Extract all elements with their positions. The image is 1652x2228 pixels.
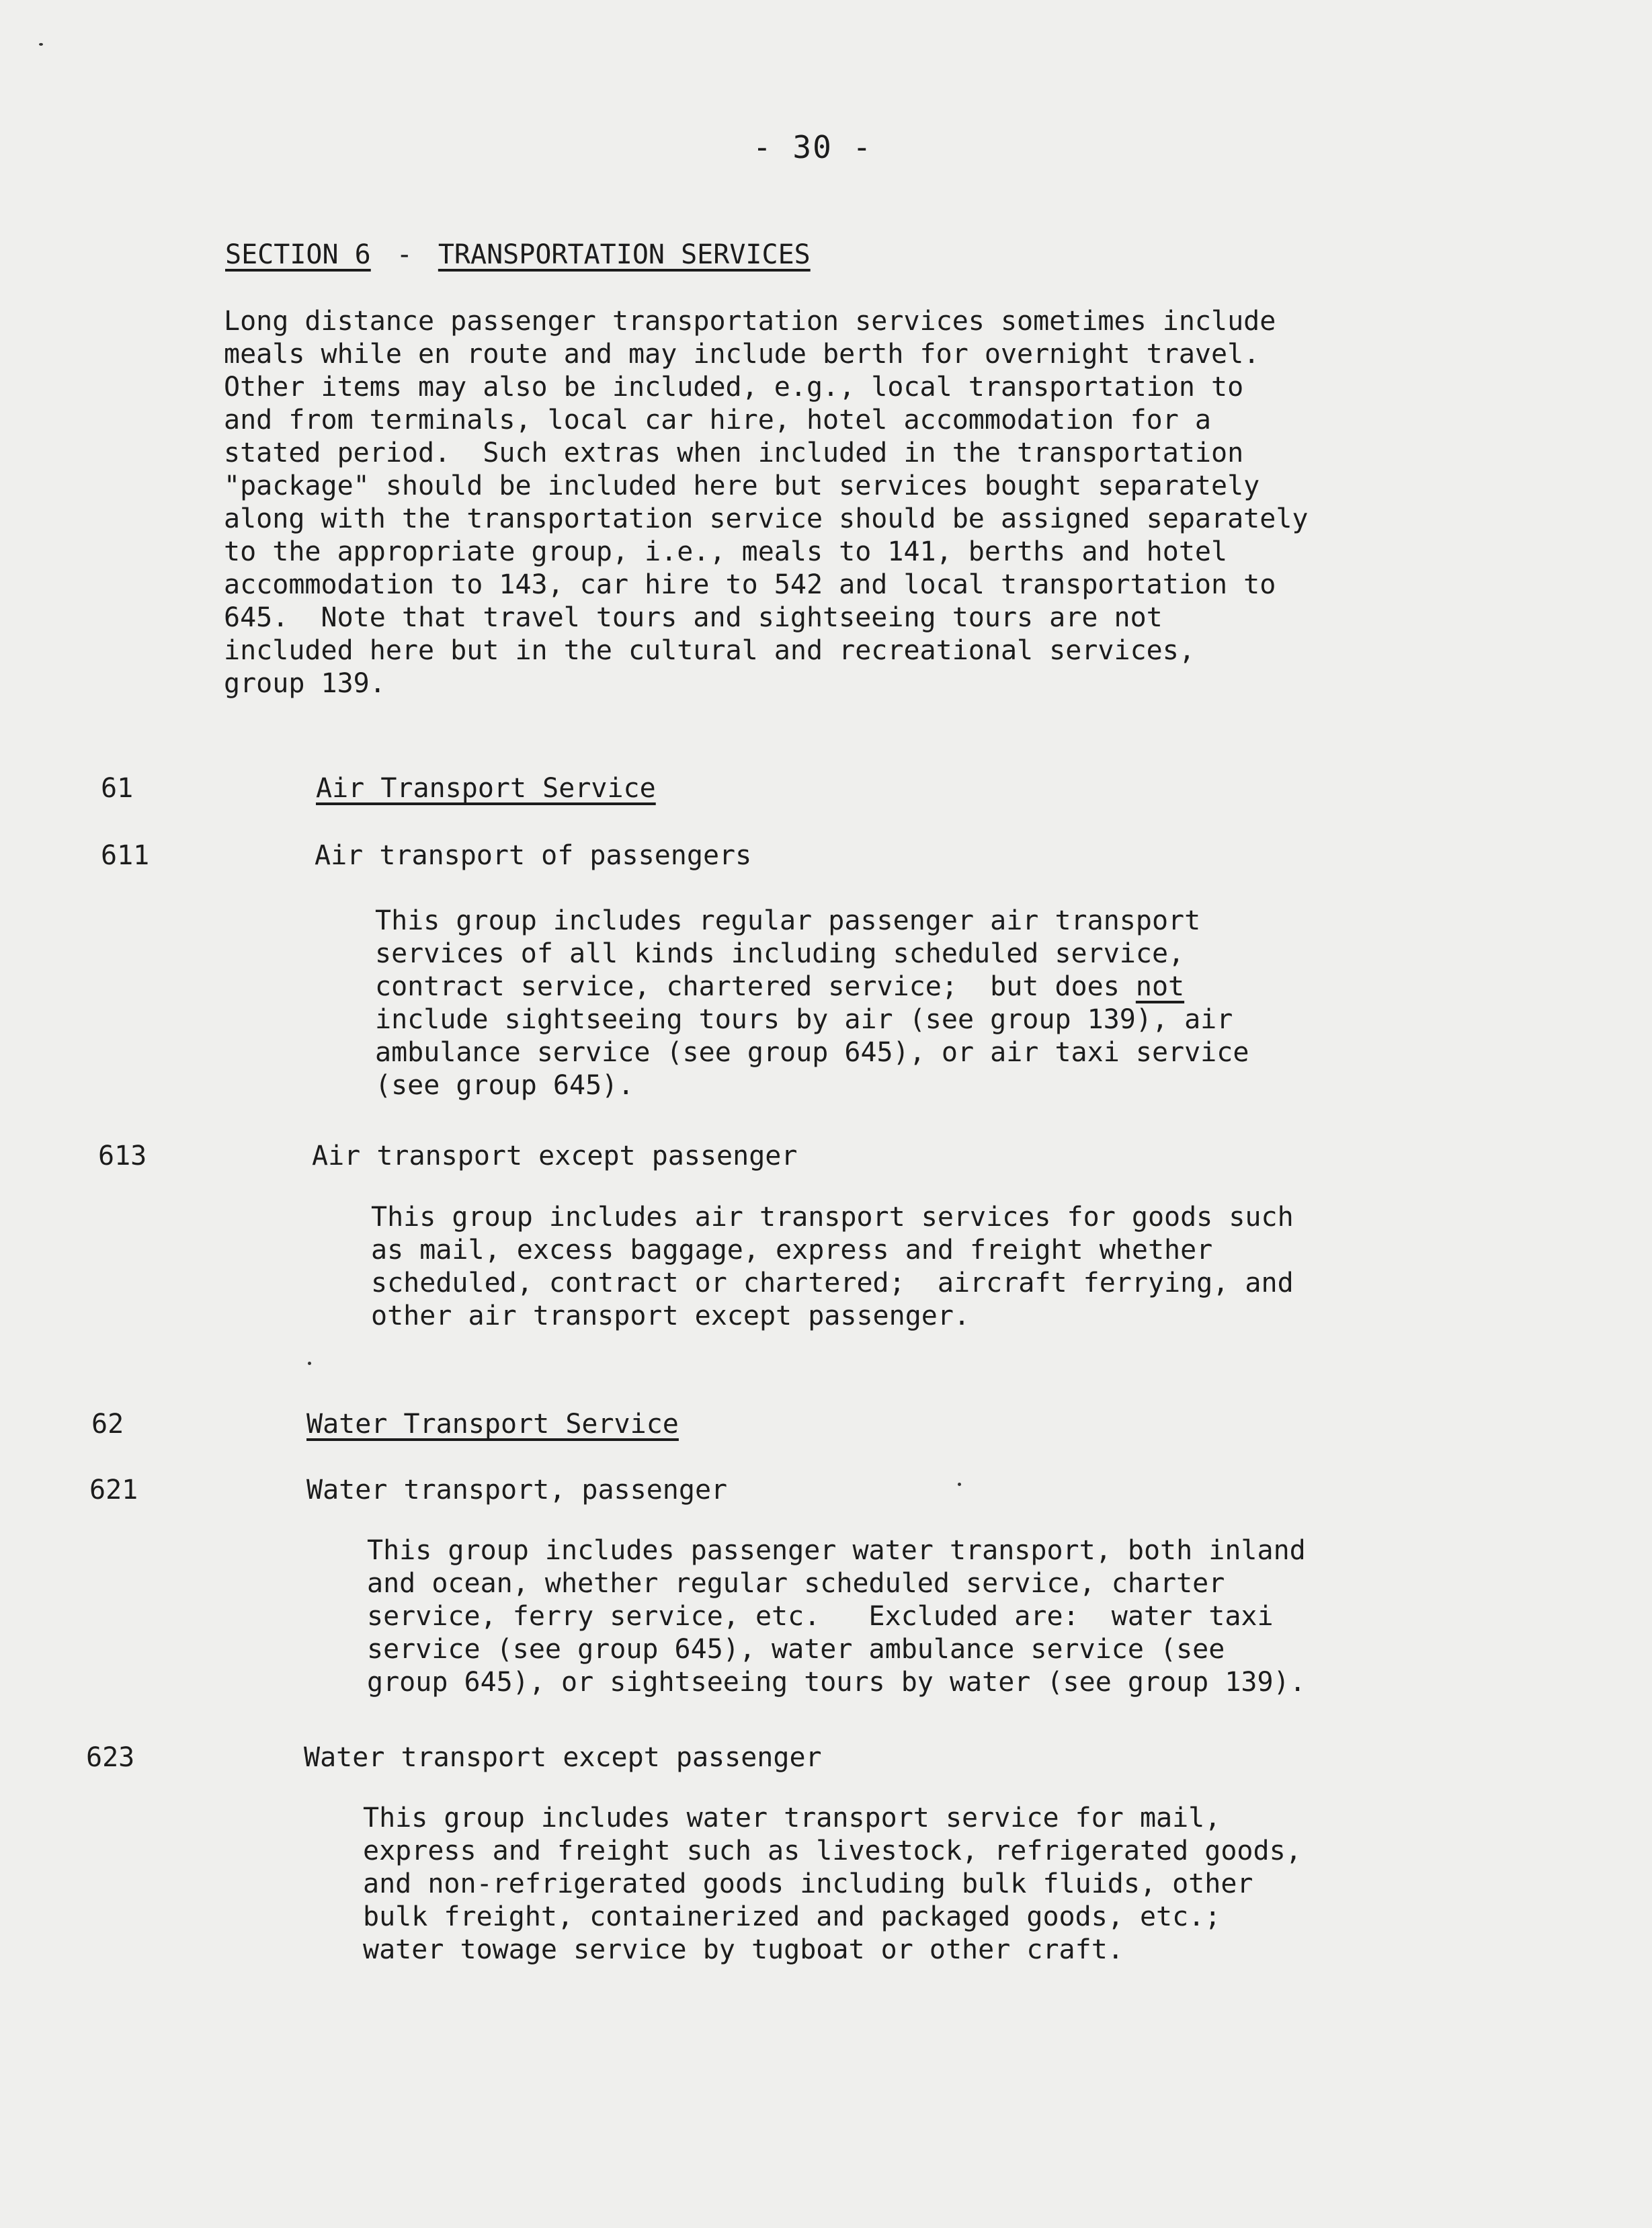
description-line-text: contract service, chartered service; but does — [375, 971, 1136, 1002]
description-line: This group includes passenger water transport, both inland — [367, 1535, 1306, 1566]
description-line: express and freight such as livestock, refrigerated goods, — [363, 1835, 1302, 1866]
group-code-613: 613 — [98, 1141, 147, 1171]
description-line: ambulance service (see group 645), or air taxi service — [375, 1037, 1249, 1068]
intro-line: Long distance passenger transportation services sometimes include — [224, 306, 1276, 337]
intro-line: along with the transportation service should be assigned separately — [224, 503, 1309, 534]
group-description-611 — [375, 905, 1249, 1102]
group-code-61: 61 — [101, 773, 134, 804]
description-line: other air transport except passenger. — [371, 1301, 970, 1331]
paper-speck — [958, 1483, 961, 1486]
page-number: - 30 - — [753, 129, 873, 165]
group-title-61: Air Transport Service — [316, 773, 656, 804]
intro-line: and from terminals, local car hire, hotel accommodation for a — [224, 405, 1212, 436]
group-description-623 — [363, 1802, 1302, 1967]
section-label: SECTION 6 — [225, 239, 371, 270]
description-line: include sightseeing tours by air (see group 139), air — [375, 1004, 1233, 1035]
description-line: This group includes water transport service for mail, — [363, 1803, 1221, 1833]
section-title: TRANSPORTATION SERVICES — [438, 239, 811, 270]
intro-line: 645. Note that travel tours and sightseeing tours are not — [224, 602, 1163, 633]
intro-paragraph — [224, 305, 1309, 700]
group-code-621: 621 — [89, 1475, 138, 1505]
paper-speck — [308, 1362, 311, 1365]
group-title-621: Water transport, passenger — [306, 1475, 728, 1505]
description-line: service, ferry service, etc. Excluded are: water taxi — [367, 1601, 1274, 1632]
description-line: (see group 645). — [375, 1070, 634, 1101]
description-line: scheduled, contract or chartered; aircraft ferrying, and — [371, 1268, 1294, 1298]
description-line: This group includes air transport services for goods such — [371, 1202, 1294, 1233]
intro-line: meals while en route and may include berth for overnight travel. — [224, 339, 1260, 370]
description-line: group 645), or sightseeing tours by water (see group 139). — [367, 1667, 1306, 1698]
paper-speck — [39, 43, 43, 46]
section-dash: - — [396, 239, 413, 270]
group-description-621 — [367, 1534, 1306, 1699]
description-line: This group includes regular passenger air transport — [375, 905, 1201, 936]
description-line: and ocean, whether regular scheduled service, charter — [367, 1568, 1225, 1599]
group-title-62: Water Transport Service — [306, 1409, 679, 1440]
intro-line: included here but in the cultural and recreational services, — [224, 635, 1195, 666]
group-title-613: Air transport except passenger — [312, 1141, 798, 1171]
intro-line: "package" should be included here but services bought separately — [224, 470, 1260, 501]
intro-line: Other items may also be included, e.g., local transportation to — [224, 372, 1244, 403]
description-line — [375, 971, 1249, 1003]
description-line: and non-refrigerated goods including bulk fluids, other — [363, 1868, 1253, 1899]
description-line: as mail, excess baggage, express and freight whether — [371, 1235, 1213, 1266]
intro-line: to the appropriate group, i.e., meals to 141, berths and hotel — [224, 536, 1228, 567]
group-title-611: Air transport of passengers — [315, 840, 752, 871]
group-code-623: 623 — [86, 1742, 135, 1773]
group-description-613 — [371, 1201, 1294, 1333]
intro-line: group 139. — [224, 668, 386, 699]
description-line: bulk freight, containerized and packaged goods, etc.; — [363, 1901, 1221, 1932]
intro-line: stated period. Such extras when included in the transportation — [224, 438, 1244, 468]
description-line: service (see group 645), water ambulance service (see — [367, 1634, 1225, 1665]
description-line: water towage service by tugboat or other craft. — [363, 1934, 1124, 1965]
group-title-623: Water transport except passenger — [304, 1742, 822, 1773]
description-line: services of all kinds including scheduled service, — [375, 938, 1185, 969]
group-code-611: 611 — [101, 840, 150, 871]
emphasis-not: not — [1135, 971, 1185, 1002]
intro-line: accommodation to 143, car hire to 542 and local transportation to — [224, 569, 1276, 600]
group-code-62: 62 — [91, 1409, 124, 1440]
section-heading — [225, 239, 811, 270]
